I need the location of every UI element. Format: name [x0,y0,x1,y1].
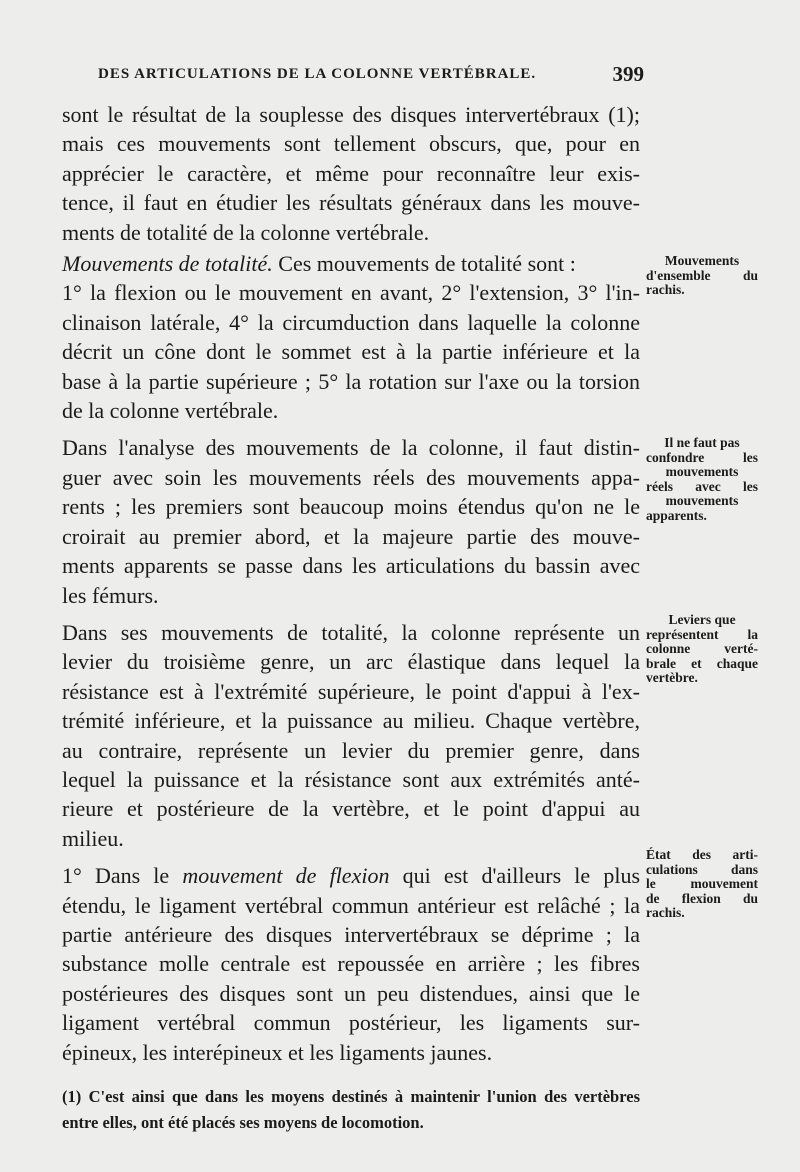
margin-note-line: rachis. [646,905,685,920]
text-line: ments apparents se passe dans les articulations du bassin avec [62,553,640,579]
margin-note-line: culations dans [646,861,758,877]
text-line: épineux, les interépineux et les ligaments jaunes. [62,1039,493,1065]
text-line: résistance est à l'extrémité supérieure, le point d'appui à l'ex- [62,678,640,704]
text-line: substance molle centrale est repoussée en arrière ; les fibres [62,951,640,977]
running-title: DES ARTICULATIONS DE LA COLONNE VERTÉBRALE. [98,66,537,82]
text-line: de la colonne vertébrale. [62,398,279,424]
margin-note-line: de flexion du [646,890,758,906]
margin-note-line: rachis. [646,282,685,297]
text-line: trémité inférieure, et la puissance au milieu. Chaque vertèbre, [62,708,640,734]
text-line: décrit un cône dont le sommet est à la partie inférieure et la [62,339,640,365]
text-line: les fémurs. [62,582,159,608]
text-line: 1° la flexion ou le mouvement en avant, 2° l'extension, 3° l'in- [62,280,640,306]
paragraph-2 [62,249,640,425]
text-line: sont le résultat de la souplesse des disques intervertébraux (1); [62,102,640,127]
margin-note-line: le mouvement [646,876,758,891]
paragraph-1 [62,100,640,247]
running-head [84,62,644,88]
text-run: Ces mouvements de totalité sont : [272,251,576,277]
margin-note-etat [646,848,758,921]
text-line: au contraire, représente un levier du premier genre, dans [62,737,640,763]
page-number: 399 [612,62,644,86]
text-line: clinaison latérale, 4° la circumduction dans laquelle la colonne [62,309,640,335]
paragraph-5 [62,861,640,1067]
text-line: tence, il faut en étudier les résultats généraux dans les mouve- [62,190,640,216]
text-line: rieure et postérieure de la vertèbre, et le point d'appui au [62,796,640,822]
margin-note-line: colonne verté- [646,641,758,656]
text-line: base à la partie supérieure ; 5° la rotation sur l'axe ou la torsion [62,368,640,394]
italic-term: mouvement de flexion [182,863,390,889]
margin-note-line: Leviers que [668,612,736,627]
margin-note-line: vertèbre. [646,670,698,685]
text-line: croirait au premier abord, et la majeure partie des mouve- [62,523,640,549]
text-line: étendu, le ligament vertébral commun antérieur est relâché ; la [62,892,640,918]
margin-note-line: réels avec les [646,478,758,494]
margin-note-line: mouvements [665,493,739,508]
text-line: lequel la puissance et la résistance sont aux extrémités anté- [62,766,640,792]
paragraph-4 [62,618,640,853]
text-line: milieu. [62,825,124,851]
footnote-line: entre elles, ont été placés ses moyens de locomotion. [62,1113,424,1132]
text-line: rents ; les premiers sont beaucoup moins étendus qu'on ne le [62,494,640,520]
margin-note-line: apparents. [646,507,707,523]
margin-note-leviers [646,613,758,686]
text-line [62,249,640,278]
margin-note-line: confondre les [646,449,758,465]
main-text [62,100,640,1069]
text-line: Dans l'analyse des mouvements de la colonne, il faut distin- [62,435,640,461]
margin-note-line: Il ne faut pas [664,435,740,450]
text-run: 1° Dans le [62,863,183,889]
margin-note-mouvements [646,254,758,298]
text-run: qui est d'ailleurs le plus [389,863,641,889]
section-heading-italic: Mouvements de totalité. [62,251,273,277]
text-line: ligament vertébral commun postérieur, les ligaments sur- [62,1010,640,1036]
text-line [62,861,640,890]
margin-note-line: représentent la [646,626,758,642]
text-line: levier du troisième genre, un arc élastique dans lequel la [62,649,640,675]
paragraph-3 [62,433,640,609]
margin-note-line: Mouvements [664,253,740,268]
margin-note-line: brale et chaque [646,655,758,671]
text-line: postérieures des disques sont un peu distendues, ainsi que le [62,980,640,1006]
text-line: apprécier le caractère, et même pour reconnaître leur exis- [62,160,640,186]
text-line: Dans ses mouvements de totalité, la colonne représente un [62,619,640,645]
footnote-line: (1) C'est ainsi que dans les moyens destinés à maintenir l'union des vertèbres [62,1087,640,1106]
margin-note-line: mouvements [665,464,739,479]
text-line: partie antérieure des disques intervertébraux se déprime ; la [62,921,640,947]
text-line: mais ces mouvements sont tellement obscurs, que, pour en [62,131,640,157]
text-line: ments de totalité de la colonne vertébrale. [62,219,430,245]
margin-note-confondre [646,436,758,523]
margin-note-line: État des arti- [646,847,758,862]
footnote [62,1084,640,1136]
margin-note-line: d'ensemble du [646,267,758,283]
text-line: guer avec soin les mouvements réels des mouvements appa- [62,464,640,490]
